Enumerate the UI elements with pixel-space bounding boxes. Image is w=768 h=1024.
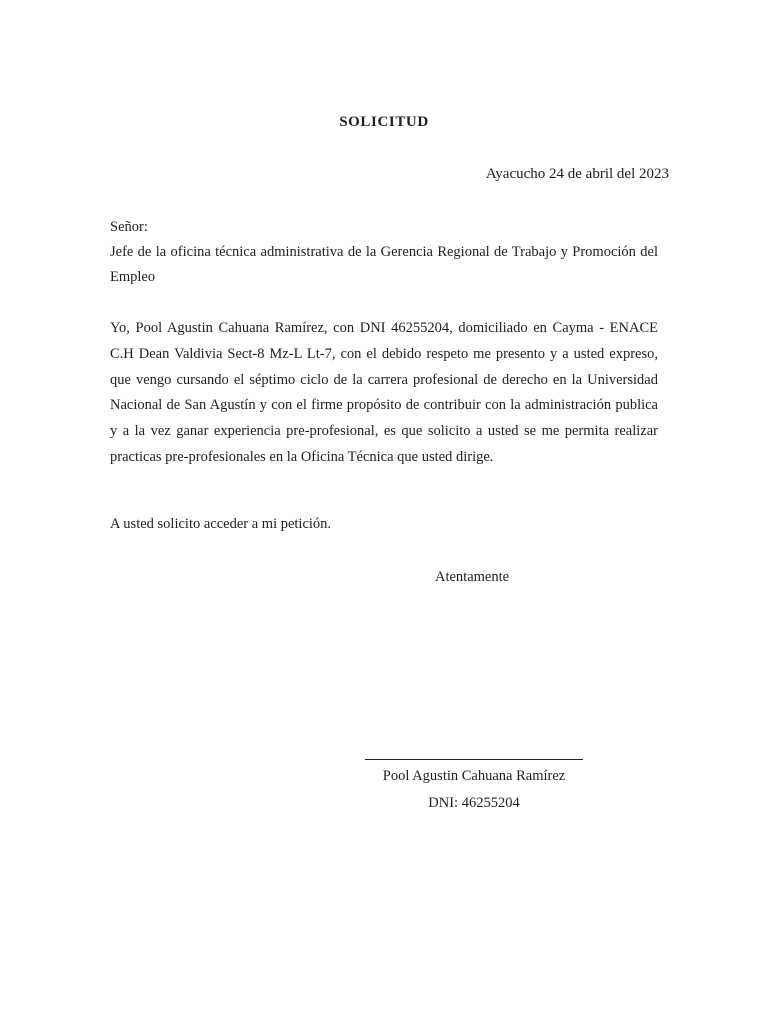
signer-name: Pool Agustin Cahuana Ramírez [382, 768, 566, 784]
greeting: Señor: [110, 219, 148, 235]
document-title: SOLICITUD [339, 114, 429, 130]
place-date: Ayacucho 24 de abril del 2023 [485, 166, 669, 182]
signature-line [365, 759, 583, 760]
body-paragraph: Yo, Pool Agustin Cahuana Ramírez, con DNI 46255204, domiciliado en Cayma - ENACE C.H Dean Valdivia Sect-8 Mz-L Lt-7, con el debido respeto me presento y a usted expreso, que vengo cursando el séptimo ciclo de la carrera profesional de derecho en la Universidad Nacional de San Agustín y con el firme propósito de contribuir con la administración publica y a la vez ganar experiencia pre-profesional, es que solicito a usted se me permita realizar practicas pre-profesionales en la Oficina Técnica que usted dirige. [110, 320, 658, 465]
closing: Atentamente [435, 569, 510, 585]
recipient-block [110, 215, 658, 290]
signer-dni: DNI: 46255204 [428, 795, 520, 811]
addressee: Jefe de la oficina técnica administrativa de la Gerencia Regional de Trabajo y Promoción del Empleo [110, 244, 658, 285]
request-line: A usted solicito acceder a mi petición. [110, 516, 332, 532]
